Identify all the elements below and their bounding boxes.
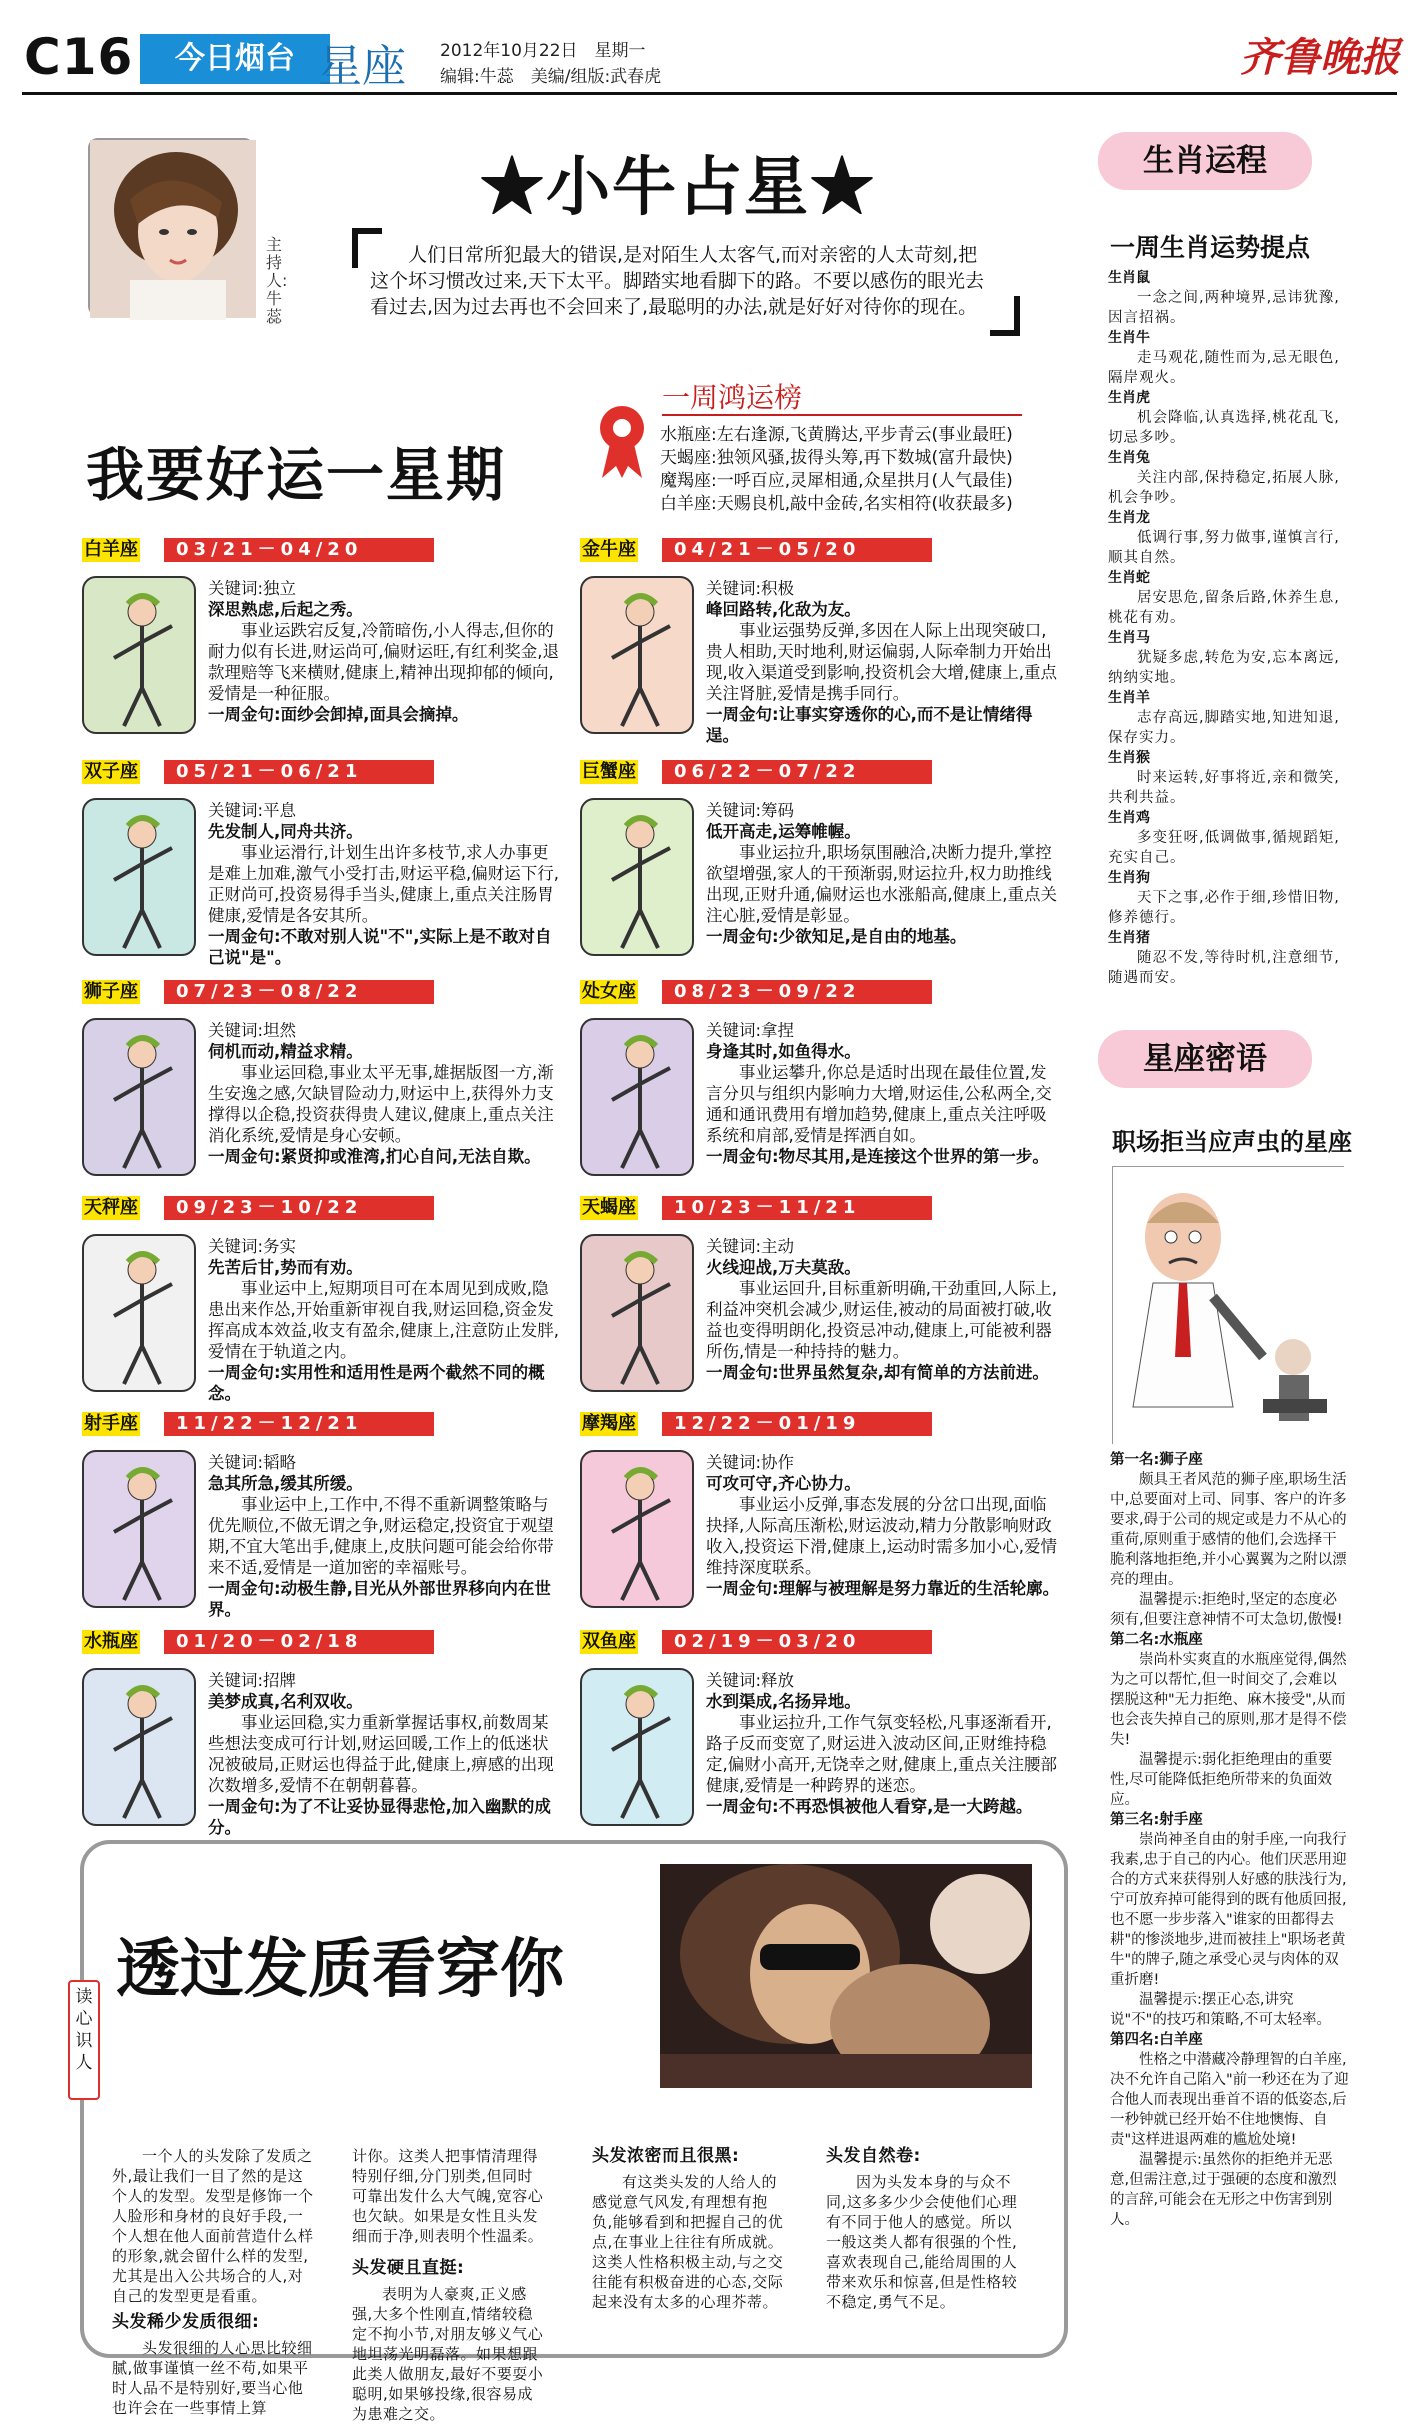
zodiac-name: 狮子座 [84,981,138,1002]
zodiac-illustration [82,798,196,956]
zodiac-body: 事业运拉升,工作气氛变轻松,凡事逐渐看开,路子反而变宽了,财运进入波动区间,正财维持稳定,偏财小高开,无饶幸之财,健康上,重点关注腰部健康,爱情是一种跨界的迷恋。 [706,1713,1057,1795]
zodiac-illustration [580,1668,694,1826]
shengxiao-text: 居安思危,留条后路,休养生息,桃花有劝。 [1108,590,1340,626]
zodiac-dates: 08/23－09/22 [662,980,932,1004]
zodiac-name: 处女座 [582,981,636,1002]
secret-tip: 温馨提示:拒绝时,坚定的态度必须有,但要注意神情不可太急切,傲慢! [1110,1592,1343,1628]
shengxiao-name: 生肖狗 [1108,870,1150,886]
lucky-rule [662,414,1022,416]
zodiac-text [706,800,1062,947]
shengxiao-text: 天下之事,必作于细,珍惜旧物,修养德行。 [1108,890,1340,926]
zodiac-body: 事业运小反弹,事态发展的分岔口出现,面临抉择,人际高压渐松,财运波动,精力分散影响财政收入,投资运下滑,健康上,运动时需多加小心,爱情维持深度联系。 [706,1495,1057,1577]
zodiac-illustration [580,798,694,956]
lucky-item: 水瓶座:左右逢源,飞黄腾达,平步青云(事业最旺) [660,425,1013,445]
hair-thin-text: 头发很细的人心思比较细腻,做事谨慎一丝不苟,如果平时人品不是特别好,要当心他也许会在一些事情上算 [112,2339,313,2417]
shengxiao-name: 生肖羊 [1108,690,1150,706]
shengxiao-text: 多变狂呀,低调做事,循规蹈矩,充实自己。 [1108,830,1340,866]
zodiac-golden-quote: 一周金句:少欲知足,是自由的地基。 [706,927,967,946]
editors-credit: 编辑:牛蕊 美编/组版:武春虎 [440,67,662,87]
shengxiao-item [1108,868,1348,928]
zodiac-bar [580,538,940,562]
zodiac-golden-quote: 一周金句:让事实穿透你的心,而不是让情绪得逞。 [706,705,1033,745]
zodiac-bar [82,538,442,562]
secret-subtitle: 职场拒当应声虫的星座 [1112,1128,1352,1156]
zodiac-golden-quote: 一周金句:面纱会卸掉,面具会摘掉。 [208,705,469,724]
header-rule [22,92,1397,95]
zodiac-text [706,1670,1062,1817]
zodiac-lead: 先发制人,同舟共济。 [208,822,363,841]
shengxiao-item [1108,268,1348,328]
zodiac-bar [82,1196,442,1220]
zodiac-keyword: 关键词:积极 [706,579,795,598]
host-label: 主持人:牛蕊 [266,235,288,326]
zodiac-dates: 06/22－07/22 [662,760,932,784]
shengxiao-subtitle: 一周生肖运势提点 [1110,233,1311,262]
zodiac-illustration [580,1018,694,1176]
secret-article [1110,1450,1350,2230]
shengxiao-text: 走马观花,随性而为,忌无眼色,隔岸观火。 [1108,350,1340,386]
zodiac-keyword: 关键词:协作 [706,1453,795,1472]
zodiac-name: 双子座 [84,761,138,782]
shengxiao-name: 生肖龙 [1108,510,1150,526]
zodiac-lead: 水到渠成,名扬异地。 [706,1692,861,1711]
shengxiao-text: 关注内部,保持稳定,拓展人脉,机会争吵。 [1108,470,1340,506]
zodiac-keyword: 关键词:释放 [706,1671,795,1690]
zodiac-lead: 伺机而动,精益求精。 [208,1042,363,1061]
secret-banner: 星座密语 [1098,1030,1312,1088]
shengxiao-item [1108,328,1348,388]
shengxiao-text: 低调行事,努力做事,谨慎言行,顺其自然。 [1108,530,1340,566]
zodiac-text [208,578,564,725]
opening-quote: 人们日常所犯最大的错误,是对陌生人太客气,而对亲密的人太苛刻,把这个坏习惯改过来,天下太平。脚踏实地看脚下的路。不要以感伤的眼光去看过去,因为过去再也不会回来了,最聪明的办法,就是好好对待你的现在。 [370,244,985,318]
zodiac-text [706,1020,1062,1167]
shengxiao-text: 志存高远,脚踏实地,知进知退,保存实力。 [1108,710,1340,746]
shengxiao-name: 生肖牛 [1108,330,1150,346]
lucky-ranking-list [660,424,1013,516]
zodiac-text [706,1236,1062,1383]
shengxiao-item [1108,568,1348,628]
zodiac-keyword: 关键词:平息 [208,801,297,820]
zodiac-dates: 02/19－03/20 [662,1630,932,1654]
shengxiao-item [1108,628,1348,688]
zodiac-keyword: 关键词:主动 [706,1237,795,1256]
zodiac-body: 事业运中上,工作中,不得不重新调整策略与优先顺位,不做无谓之争,财运稳定,投资宜于观望期,不宜大笔出手,健康上,皮肤问题可能会给你带来不适,爱情是一道加密的幸福账号。 [208,1495,554,1577]
shengxiao-name: 生肖鸡 [1108,810,1150,826]
zodiac-dates: 09/23－10/22 [164,1196,434,1220]
zodiac-golden-quote: 一周金句:世界虽然复杂,却有简单的方法前进。 [706,1363,1049,1382]
lucky-item: 魔羯座:一呼百应,灵犀相通,众星拱月(人气最佳) [660,471,1013,491]
secret-paragraph: 颇具王者风范的狮子座,职场生活中,总要面对上司、同事、客户的许多要求,碍于公司的规定或是力不从心的重荷,原则重于感情的他们,会选择干脆利落地拒绝,并小心翼翼为之附以漂亮的理由。 [1110,1472,1347,1588]
zodiac-illustration [82,1018,196,1176]
zodiac-body: 事业运跌宕反复,冷箭暗伤,小人得志,但你的耐力似有长进,财运尚可,偏财运旺,有红利奖金,退款理赔等飞来横财,健康上,精神出现抑郁的倾向,爱情是一种征服。 [208,621,559,703]
zodiac-name: 天蝎座 [582,1197,636,1218]
zodiac-name: 水瓶座 [84,1631,138,1652]
zodiac-dates: 07/23－08/22 [164,980,434,1004]
zodiac-lead: 可攻可守,齐心协力。 [706,1474,861,1493]
zodiac-body: 事业运强势反弹,多因在人际上出现突破口,贵人相助,天时地利,财运偏弱,人际牵制力开始出现,收入渠道受到影响,投资机会大增,健康上,重点关注肾脏,爱情是携手同行。 [706,621,1057,703]
secret-rank: 第三名:射手座 [1110,1812,1203,1828]
secret-paragraph: 性格之中潜藏冷静理智的白羊座,决不允许自己陷入"前一秒还在为了迎合他人而表现出垂首不语的低姿态,后一秒钟就已经开始不住地懊悔、自责"这样进退两难的尴尬处境! [1110,2052,1349,2148]
shengxiao-name: 生肖马 [1108,630,1150,646]
hair-intro: 一个人的头发除了发质之外,最让我们一目了然的是这个人的发型。发型是修饰一个人脸形和身材的良好手段,一个人想在他人面前营造什么样的形象,就会留什么样的发型,尤其是出入公共场合的人,对自己的发型更是看重。 [112,2147,314,2305]
shengxiao-item [1108,388,1348,448]
hair-sub-curly: 头发自然卷: [826,2146,921,2166]
zodiac-bar [82,1630,442,1654]
zodiac-bar [580,1196,940,1220]
hair-dense-text: 有这类头发的人给人的感觉意气风发,有理想有抱负,能够看到和把握自己的优点,在事业上往往有所成就。这类人性格积极主动,与之交往能有积极奋进的心态,交际起来没有太多的心理芥蒂。 [592,2173,784,2311]
zodiac-golden-quote: 一周金句:为了不让妥协显得悲怆,加入幽默的成分。 [208,1797,551,1837]
zodiac-keyword: 关键词:筹码 [706,801,795,820]
zodiac-golden-quote: 一周金句:不敢对别人说"不",实际上是不敢对自己说"是"。 [208,927,552,967]
shengxiao-name: 生肖猴 [1108,750,1150,766]
zodiac-bar [82,760,442,784]
column-title: ★小牛占星★ [480,150,876,225]
zodiac-name: 射手座 [84,1413,138,1434]
issue-date: 2012年10月22日 星期一 [440,41,646,61]
zodiac-lead: 身逢其时,如鱼得水。 [706,1042,861,1061]
zodiac-illustration [82,1234,196,1392]
zodiac-lead: 急其所急,缓其所缓。 [208,1474,363,1493]
lucky-item: 白羊座:天赐良机,敲中金砖,名实相符(收获最多) [660,494,1013,514]
zodiac-bar [580,1412,940,1436]
zodiac-body: 事业运回稳,实力重新掌握话事权,前数周某些想法变成可行计划,财运回暖,工作上的低迷状况被破局,正财运也得益于此,健康上,痹感的出现次数增多,爱情不在朝朝暮暮。 [208,1713,554,1795]
zodiac-bar [580,980,940,1004]
shengxiao-item [1108,688,1348,748]
zodiac-lead: 深思熟虑,后起之秀。 [208,600,363,619]
host-photo [88,138,254,316]
zodiac-text [208,1670,564,1838]
hair-thin-cont: 计你。这类人把事情清理得特别仔细,分门别类,但同时可靠出发什么大气魄,宽容心也欠缺。如果是女性且头发细而于净,则表明个性温柔。 [352,2147,544,2245]
zodiac-name: 双鱼座 [582,1631,636,1652]
zodiac-dates: 05/21－06/21 [164,760,434,784]
zodiac-text [208,1236,564,1404]
shengxiao-text: 时来运转,好事将近,亲和微笑,共利共益。 [1108,770,1340,806]
shengxiao-text: 一念之间,两种境界,忌讳犹豫,因言招祸。 [1108,290,1340,326]
zodiac-dates: 11/22－12/21 [164,1412,434,1436]
zodiac-keyword: 关键词:招牌 [208,1671,297,1690]
zodiac-name: 天秤座 [84,1197,138,1218]
shengxiao-text: 犹疑多虑,转危为安,忘本离远,纳纳实地。 [1108,650,1340,686]
zodiac-text [208,1020,564,1167]
zodiac-body: 事业运拉升,职场氛围融洽,决断力提升,掌控欲望增强,家人的干预渐弱,财运拉升,权力助推线出现,正财升通,偏财运也水涨船高,健康上,重点关注心脏,爱情是彰显。 [706,843,1057,925]
hair-feature-title: 透过发质看穿你 [116,1933,564,2007]
lucky-ranking-title: 一周鸿运榜 [662,381,803,414]
zodiac-golden-quote: 一周金句:不再恐惧被他人看穿,是一大跨越。 [706,1797,1033,1816]
secret-paragraph: 崇尚神圣自由的射手座,一向我行我素,忠于自己的内心。他们厌恶用迎合的方式来获得别人好感的肤浅行为,宁可放弃掉可能得到的既有他质回报,也不愿一步步落入"谁家的田都得去耕"的惨淡地步,进而被挂上"职场老黄牛"的牌子,随之承受心灵与肉体的双重折磨! [1110,1832,1347,1988]
hair-column-3 [592,2146,788,2312]
shengxiao-item [1108,748,1348,808]
zodiac-illustration [580,1450,694,1608]
zodiac-illustration [82,1450,196,1608]
zodiac-text [208,800,564,968]
shengxiao-item [1108,448,1348,508]
shengxiao-item [1108,928,1348,988]
zodiac-lead: 火线迎战,万夫莫敌。 [706,1258,861,1277]
secret-tip: 温馨提示:虽然你的拒绝并无恶意,但需注意,过于强硬的态度和激烈的言辞,可能会在无形之中伤害到别人。 [1110,2152,1337,2228]
zodiac-golden-quote: 一周金句:物尽其用,是连接这个世界的第一步。 [706,1147,1049,1166]
section-badge: 今日烟台 [140,34,330,84]
zodiac-dates: 04/21－05/20 [662,538,932,562]
zodiac-dates: 10/23－11/21 [662,1196,932,1220]
secret-rank: 第四名:白羊座 [1110,2032,1203,2048]
zodiac-bar [82,1412,442,1436]
shengxiao-name: 生肖虎 [1108,390,1150,406]
zodiac-lead: 先苦后甘,势而有劝。 [208,1258,363,1277]
zodiac-bar [580,1630,940,1654]
zodiac-lead: 美梦成真,名利双收。 [208,1692,363,1711]
shengxiao-name: 生肖蛇 [1108,570,1150,586]
office-cartoon-illustration [1112,1166,1344,1444]
week-luck-title: 我要好运一星期 [86,441,507,509]
zodiac-body: 事业运回稳,事业太平无事,雄据版图一方,渐生安逸之感,欠缺冒险动力,财运中上,获得外力支撑得以企稳,投资获得贵人建议,健康上,重点关注消化系统,爱情是身心安顿。 [208,1063,554,1145]
secret-tip: 温馨提示:摆正心态,讲究说"不"的技巧和策略,不可太轻率。 [1110,1992,1331,2028]
hair-curly-text: 因为头发本身的与众不同,这多多少少会使他们心理有不同于他人的感觉。所以一般这类人都有很强的个性,喜欢表现自己,能给周围的人带来欢乐和惊喜,但是性格较不稳定,勇气不足。 [826,2173,1018,2311]
zodiac-bar [580,760,940,784]
zodiac-bar [82,980,442,1004]
page-number: C16 [24,28,134,86]
zodiac-name: 摩羯座 [582,1413,636,1434]
lucky-item: 天蝎座:独领风骚,拔得头筹,再下数城(富升最快) [660,448,1013,468]
hair-column-2 [352,2146,544,2424]
zodiac-keyword: 关键词:拿捏 [706,1021,795,1040]
secret-tip: 温馨提示:弱化拒绝理由的重要性,尽可能降低拒绝所带来的负面效应。 [1110,1752,1333,1808]
shengxiao-name: 生肖鼠 [1108,270,1150,286]
shengxiao-name: 生肖猪 [1108,930,1150,946]
shengxiao-item [1108,808,1348,868]
hair-sub-thin: 头发稀少发质很细: [112,2312,260,2332]
shengxiao-item [1108,508,1348,568]
zodiac-golden-quote: 一周金句:理解与被理解是努力靠近的生活轮廓。 [706,1579,1060,1598]
zodiac-lead: 峰回路转,化敌为友。 [706,600,861,619]
hair-feature-tag: 读心识人 [68,1980,100,2100]
hair-feature-photo [660,1864,1032,2088]
zodiac-illustration [580,1234,694,1392]
rosette-icon [592,400,652,480]
zodiac-keyword: 关键词:韬略 [208,1453,297,1472]
zodiac-golden-quote: 一周金句:实用性和适用性是两个截然不同的概念。 [208,1363,545,1403]
zodiac-illustration [82,1668,196,1826]
hair-column-4 [826,2146,1022,2312]
newspaper-logo: 齐鲁晚报 [1240,34,1400,81]
zodiac-dates: 03/21－04/20 [164,538,434,562]
zodiac-golden-quote: 一周金句:紧贤抑或淮湾,扪心自问,无法自欺。 [208,1147,541,1166]
hair-column-1 [112,2146,316,2418]
hair-sub-stiff: 头发硬且直挺: [352,2258,465,2278]
zodiac-text [706,578,1062,746]
secret-paragraph: 崇尚朴实爽直的水瓶座觉得,偶然为之可以帮忙,但一时间交了,会难以摆脱这种"无力拒绝、麻木接受",从而也会丧失掉自己的原则,那才是得不偿失! [1110,1652,1347,1748]
zodiac-illustration [82,576,196,734]
hair-sub-dense: 头发浓密而且很黑: [592,2146,740,2166]
zodiac-body: 事业运回升,目标重新明确,干劲重回,人际上,利益冲突机会减少,财运佳,被动的局面被打破,收益也变得明朗化,投资忌冲动,健康上,可能被利器所伤,情是一种持持的魅力。 [706,1279,1057,1361]
zodiac-lead: 低开高走,运筹帷幄。 [706,822,861,841]
secret-rank: 第一名:狮子座 [1110,1452,1203,1468]
hair-stiff-text: 表明为人豪爽,正义感强,大多个性刚直,情绪较稳定不拘小节,对朋友够义气心地坦荡光明磊落。如果想跟此类人做朋友,最好不要耍小聪明,如果够投缘,很容易成为患难之交。 [352,2285,544,2423]
zodiac-name: 白羊座 [84,539,138,560]
zodiac-dates: 01/20－02/18 [164,1630,434,1654]
zodiac-illustration [580,576,694,734]
zodiac-body: 事业运攀升,你总是适时出现在最佳位置,发言分贝与组织内影响力大增,财运佳,公私两全,交通和通讯费用有增加趋势,健康上,重点关注呼吸系统和肩部,爱情是挥洒自如。 [706,1063,1052,1145]
zodiac-name: 金牛座 [582,539,636,560]
zodiac-name: 巨蟹座 [582,761,636,782]
shengxiao-text: 随忍不发,等待时机,注意细节,随遇而安。 [1108,950,1340,986]
shengxiao-name: 生肖兔 [1108,450,1150,466]
zodiac-dates: 12/22－01/19 [662,1412,932,1436]
zodiac-keyword: 关键词:坦然 [208,1021,297,1040]
zodiac-keyword: 关键词:务实 [208,1237,297,1256]
zodiac-body: 事业运滑行,计划生出许多枝节,求人办事更是难上加难,激气小受打击,财运平稳,偏财运下行,正财尚可,投资易得手当头,健康上,重点关注肠胃健康,爱情是各安其所。 [208,843,559,925]
topic-title: 星座 [318,41,406,92]
zodiac-keyword: 关键词:独立 [208,579,297,598]
shengxiao-banner: 生肖运程 [1098,132,1312,190]
zodiac-text [208,1452,564,1620]
zodiac-body: 事业运中上,短期项目可在本周见到成败,隐患出来作怂,开始重新审视自我,财运回稳,资金发挥高成本效益,收支有盈余,健康上,注意防止发胖,爱情在于轨道之内。 [208,1279,559,1361]
zodiac-text [706,1452,1062,1599]
quote-bracket-right [990,296,1020,336]
zodiac-golden-quote: 一周金句:动极生静,目光从外部世界移向内在世界。 [208,1579,551,1619]
secret-rank: 第二名:水瓶座 [1110,1632,1203,1648]
shengxiao-text: 机会降临,认真选择,桃花乱飞,切忌多吵。 [1108,410,1340,446]
